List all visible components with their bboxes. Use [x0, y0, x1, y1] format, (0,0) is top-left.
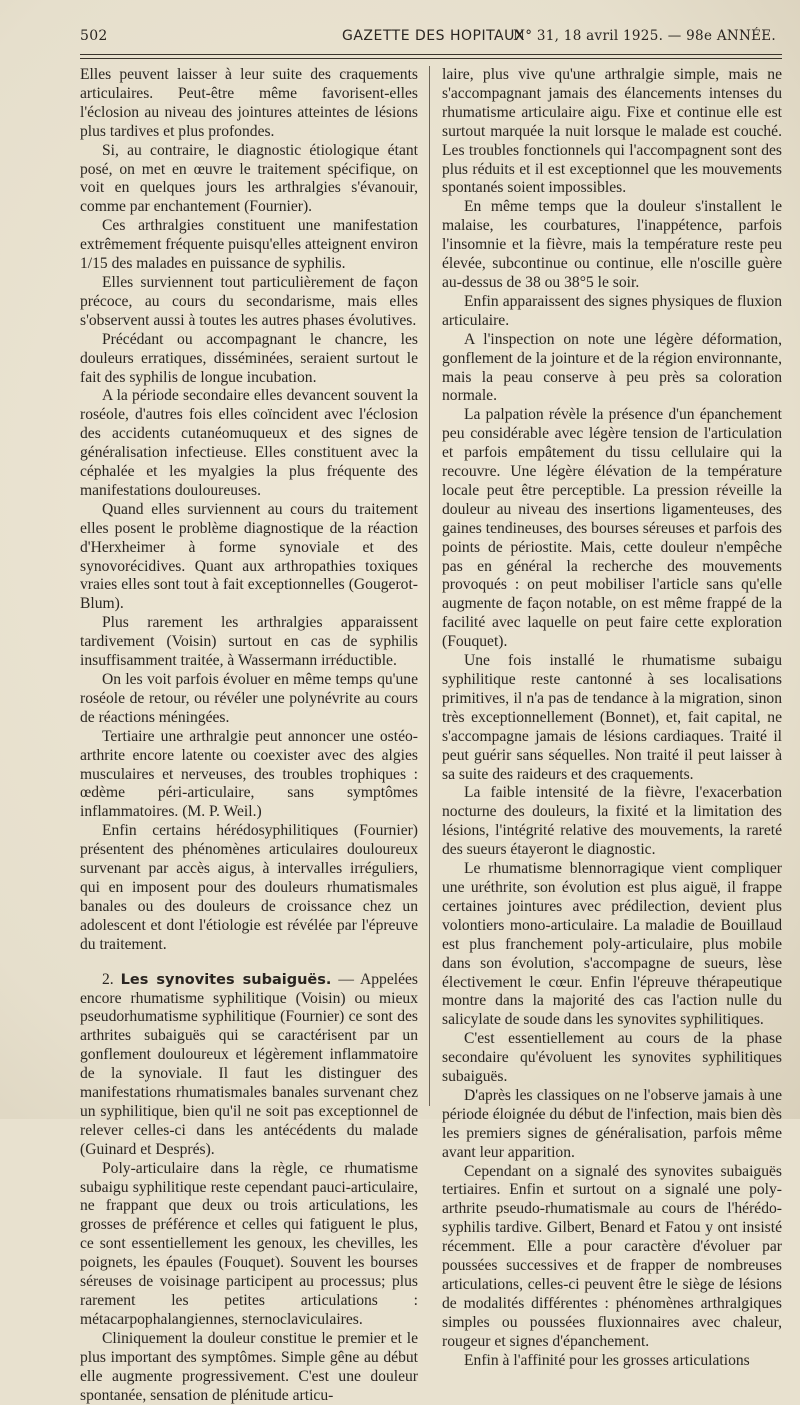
paragraph: Cliniquement la douleur constitue le premier et le plus important des symptômes. Simple gêne au début elle augmente progressivement. C'est une douleur spontanée, sensation de plénitude articu-: [80, 1329, 418, 1404]
paragraph: Quand elles surviennent au cours du traitement elles posent le problème diagnostique de la réaction d'Herxheimer à forme synoviale et des synovorécidives. Quant aux arthropathies toxiques vraies elles sont tout à fait exceptionnelles (Gougerot-Blum).: [80, 500, 418, 613]
page-header: [80, 28, 784, 50]
paragraph: A la période secondaire elles devancent souvent la roséole, d'autres fois elles coïncident avec l'éclosion des accidents cutanéomuqueux et des signes de généralisation infectieuse. Elles constituent avec la céphalée et les myalgies la plus fréquente des manifestations douloureuses.: [80, 387, 418, 499]
paragraph: Elles peuvent laisser à leur suite des craquements articulaires. Peut-être même favorisent-elles l'éclosion au niveau des jointures atteintes de lésions plus tardives et plus profondes.: [80, 66, 418, 140]
header-rule-thin: [80, 58, 782, 59]
left-column: [80, 66, 418, 1405]
paragraph: La faible intensité de la fièvre, l'exacerbation nocturne des douleurs, la fixité et la limitation des lésions, l'intégrité relative des mouvements, la rareté des sueurs étayeront le diagnostic.: [442, 784, 782, 859]
paragraph: Cependant on a signalé des synovites subaiguës tertiaires. Enfin et surtout on a signalé une poly-arthrite pseudo-rhumatismale au cours de l'hérédo-syphilis tardive. Gilbert, Benard et Fatou y ont insisté récemment. Elle a pour caractère d'évoluer par poussées successives et de frapper de nombreuses articulations, celles-ci peuvent être le siège de lésions de modalités différentes : phénomènes arthralgiques simples ou poussées fluxionnaires avec chaleur, rougeur et signes d'épanchement.: [442, 1162, 782, 1350]
paragraph: En même temps que la douleur s'installent le malaise, les courbatures, l'inappétence, parfois l'insomnie et la fièvre, mais la température reste peu élevée, subcontinue ou continue, elle n'oscille guère au-dessus de 38 ou 38°5 le soir.: [442, 198, 782, 291]
paragraph: Tertiaire une arthralgie peut annoncer une ostéo-arthrite encore latente ou coexister avec des algies musculaires et nerveuses, des troubles trophiques : œdème péri-articulaire, sans symptômes inflammatoires. (M. P. Weil.): [80, 727, 418, 821]
paragraph: On les voit parfois évoluer en même temps qu'une roséole de retour, ou révéler une polynévrite au cours de réactions méningées.: [80, 671, 418, 726]
section-number: 2.: [102, 970, 114, 988]
paragraph: Ces arthralgies constituent une manifestation extrêmement fréquente puisqu'elles atteignent environ 1/15 des malades en puissance de syphilis.: [80, 217, 418, 273]
paragraph: A l'inspection on note une légère déformation, gonflement de la jointure et de la région environnante, mais la peau conserve à peu près sa coloration normale.: [442, 330, 782, 405]
paragraph: Plus rarement les arthralgies apparaissent tardivement (Voisin) surtout en cas de syphilis insuffisamment traitée, à Wassermann irréductible.: [80, 614, 418, 670]
paragraph: Une fois installé le rhumatisme subaigu syphilitique reste cantonné à ses localisations primitives, il n'a pas de tendance à la migration, sinon très exceptionnellement (Bonnet), et, fait capital, ne s'accompagne jamais de lésions cardiaques. Traité il peut guérir sans séquelles. Non traité il peut laisser à sa suite des raideurs et des craquements.: [442, 652, 782, 783]
page-number: 502: [80, 28, 108, 44]
paragraph: La palpation révèle la présence d'un épanchement peu considérable avec légère tension de l'articulation et parfois empâtement du tissu cellulaire qui la recouvre. Une légère élévation de la température locale peut être perceptible. La pression réveille la douleur au niveau des insertions ligamenteuses, des gaines tendineuses, des bourses séreuses et parfois des points de périostite. Mais, cette douleur n'empêche pas en général la recherche des mouvements provoqués : on peut mobiliser l'article sans qu'elle augmente de façon notable, on est même frappé de la facilité avec laquelle on peut faire cette exploration (Fouquet).: [442, 406, 782, 651]
section-heading: Les synovites subaiguës.: [120, 971, 332, 988]
paragraph: Enfin apparaissent des signes physiques de fluxion articulaire.: [442, 292, 782, 329]
paragraph: Si, au contraire, le diagnostic étiologique étant posé, on met en œuvre le traitement spécifique, on voit en quelques jours les arthralgies s'évanouir, comme par enchantement (Fournier).: [80, 141, 418, 216]
paragraph: D'après les classiques on ne l'observe jamais à une période éloignée du début de l'infection, mais bien dès les premiers signes de généralisation, parfois même avant leur apparition.: [442, 1086, 782, 1161]
paragraph: laire, plus vive qu'une arthralgie simple, mais ne s'accompagnant jamais des élancements intenses du rhumatisme articulaire aigu. Fixe et continue elle est surtout marquée la nuit lorsque le malade est couché. Les troubles fonctionnels qui l'accompagnent sont des plus réduits et il est exceptionnel que les mouvements spontanés soient impossibles.: [442, 66, 782, 197]
section-text: — Appelées encore rhumatisme syphilitique (Voisin) ou mieux pseudorhumatisme syphilitique (Fournier) ce sont des arthrites subaiguës qui se caractérisent par un gonflement douloureux et légèrement inflammatoire de la synoviale. Il faut les distinguer des manifestations rhumatismales banales survenant chez un syphilitique, bien qu'il ne soit pas exceptionnel de relever celles-ci dans les antécédents du malade (Guinard et Després).: [80, 970, 418, 1158]
column-divider: [429, 66, 430, 1106]
paragraph: Poly-articulaire dans la règle, ce rhumatisme subaigu syphilitique reste cependant pauci-articulaire, ne frappant que deux ou trois articulations, les grosses de préférence et celles qui fatiguent le plus, ce sont essentiellement les genoux, les chevilles, les poignets, les épaules (Fouquet). Souvent les bourses séreuses de voisinage participent au processus; plus rarement les petites articulations : métacarpophalangiennes, sternoclaviculaires.: [80, 1159, 418, 1328]
section-paragraph: [80, 971, 418, 1160]
paragraph: C'est essentiellement au cours de la phase secondaire qu'évoluent les synovites syphilitiques subaiguës.: [442, 1030, 782, 1086]
issue-info: N° 31, 18 avril 1925. — 98e ANNÉE.: [513, 28, 776, 44]
header-rule: [80, 54, 782, 55]
paragraph: Enfin certains hérédosyphilitiques (Fournier) présentent des phénomènes articulaires douloureux survenant par accès aigus, à intervalles irréguliers, qui en imposent pour des douleurs rhumatismales banales ou des douleurs de croissance chez un adolescent et dont l'étiologie est révélée par l'épreuve du traitement.: [80, 822, 418, 953]
right-column: [442, 66, 782, 1371]
paragraph: Elles surviennent tout particulièrement de façon précoce, au cours du secondarisme, mais elles s'observent aussi à toutes les autres phases évolutives.: [80, 273, 418, 329]
paragraph: Enfin à l'affinité pour les grosses articulations: [464, 1351, 750, 1369]
paragraph: Précédant ou accompagnant le chancre, les douleurs erratiques, disséminées, seraient surtout le fait des syphilis de longue incubation.: [80, 330, 418, 386]
paragraph: Le rhumatisme blennorragique vient compliquer une uréthrite, son évolution est plus aiguë, il frappe certaines jointures avec prédilection, devient plus volontiers mono-articulaire. La maladie de Bouillaud est plus franchement poly-articulaire, plus mobile dans son évolution, s'accompagne de sueurs, lèse électivement le cœur. Enfin l'épreuve thérapeutique montre dans la majorité des cas l'action nulle du salicylate de soude dans les synovites syphilitiques.: [442, 860, 782, 1029]
journal-title: GAZETTE DES HOPITAUX: [342, 28, 525, 44]
